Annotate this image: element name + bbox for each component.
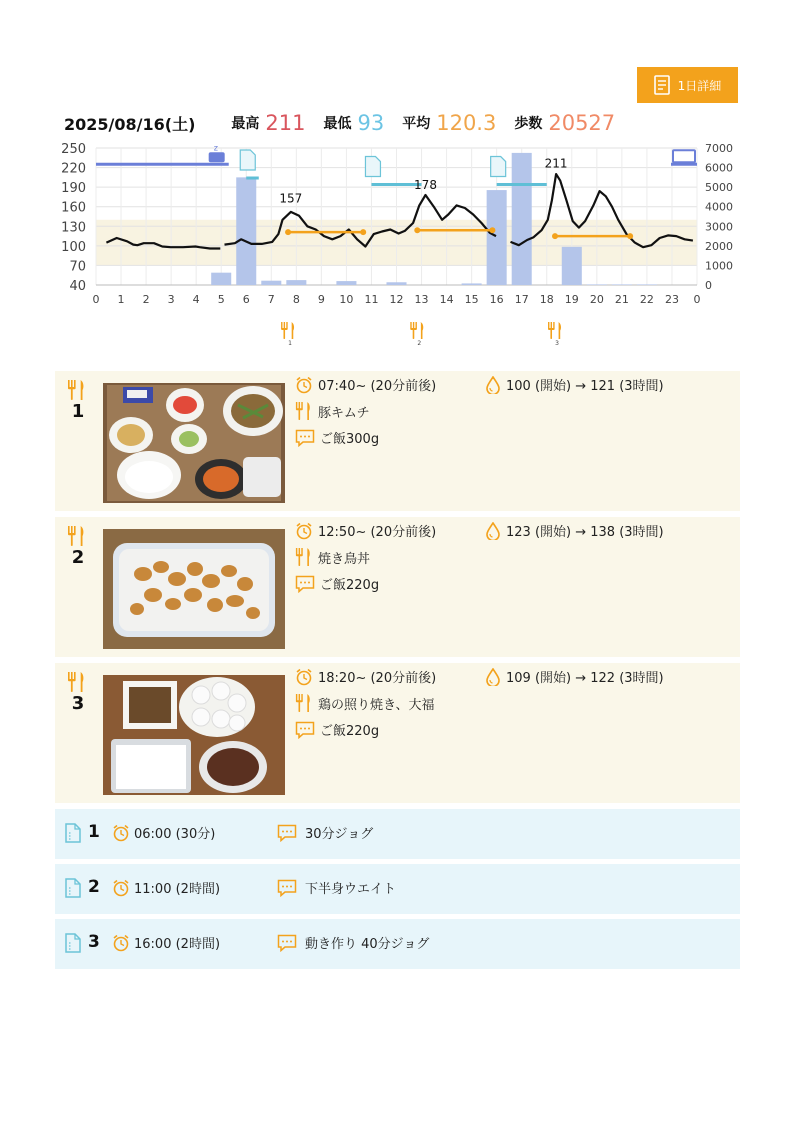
y-left-tick-label: 220 — [61, 161, 86, 177]
avg-label: 平均 — [402, 116, 431, 132]
peak-value-label: 211 — [544, 156, 568, 171]
meal-icon — [295, 693, 313, 713]
meal-marker-label: 1 — [288, 340, 292, 347]
comment-icon — [295, 575, 315, 593]
meal-time — [295, 667, 436, 686]
y-left-tick-label: 250 — [61, 142, 86, 157]
x-tick-label: 23 — [664, 293, 679, 306]
comment-icon — [295, 721, 315, 739]
exercise-time-text: 16:00 (2時間) — [134, 937, 221, 952]
meal-menu — [295, 401, 370, 421]
document-icon — [65, 878, 81, 898]
meal-glucose-text: 100 (開始) → 121 (3時間) — [506, 379, 664, 394]
x-tick-label: 20 — [589, 293, 604, 306]
x-tick-label: 6 — [242, 293, 250, 306]
meal-time-text: 18:20~ (20分前後) — [318, 671, 437, 686]
alarm-clock-icon — [112, 934, 130, 952]
meal-icon — [67, 379, 87, 401]
meal-icon — [67, 525, 87, 547]
meal-memo — [295, 574, 379, 593]
meal-photo[interactable] — [103, 529, 285, 649]
peak-value-label: 178 — [414, 177, 437, 192]
alarm-clock-icon — [295, 668, 313, 686]
y-right-tick-label: 7000 — [705, 142, 733, 155]
document-icon — [491, 157, 506, 177]
steps-bar — [261, 281, 281, 285]
x-tick-label: 11 — [364, 293, 379, 306]
x-tick-label: 10 — [339, 293, 354, 306]
meal-icon — [295, 547, 313, 567]
daily-detail-label: 1日詳細 — [677, 78, 722, 93]
meal-marker-icon — [548, 322, 561, 339]
x-tick-label: 5 — [217, 293, 225, 306]
y-right-tick-label: 5000 — [705, 181, 733, 195]
max-label: 最高 — [231, 116, 260, 132]
alarm-clock-icon — [112, 824, 130, 842]
exercise-number: 2 — [88, 877, 100, 897]
x-tick-label: 19 — [564, 293, 579, 306]
glucose-chart — [0, 138, 800, 358]
y-left-tick-label: 190 — [61, 181, 86, 197]
x-tick-label: 0 — [92, 293, 100, 306]
meal-card-3[interactable] — [55, 663, 740, 803]
document-icon — [65, 933, 81, 953]
x-tick-label: 22 — [639, 293, 654, 306]
meal-glucose — [485, 521, 664, 540]
steps-bar — [512, 153, 532, 285]
exercise-time-text: 11:00 (2時間) — [134, 882, 221, 897]
meal-memo-text: ご飯220g — [320, 578, 380, 593]
y-right-tick-label: 0 — [705, 279, 712, 292]
x-tick-label: 16 — [489, 293, 504, 306]
meal-marker-label: 2 — [417, 340, 422, 347]
exercise-time-text: 06:00 (30分) — [134, 827, 216, 842]
meal-menu-text: 焼き鳥丼 — [318, 551, 371, 567]
meal-menu — [295, 693, 434, 713]
meal-icon — [295, 401, 313, 421]
steps-bar — [236, 177, 256, 285]
peak-value-label: 157 — [279, 191, 303, 206]
x-tick-label: 18 — [539, 293, 554, 306]
y-left-tick-label: 130 — [61, 220, 86, 236]
meal-memo-text: ご飯300g — [320, 432, 380, 447]
sleep-icon: z — [213, 143, 218, 153]
steps-bar — [487, 190, 507, 285]
x-tick-label: 4 — [192, 293, 200, 306]
drop-icon — [485, 522, 501, 540]
meal-memo-text: ご飯220g — [320, 724, 380, 739]
daily-detail-button[interactable] — [637, 67, 738, 103]
comment-icon — [277, 879, 297, 897]
exercise-time — [112, 933, 220, 952]
x-tick-label: 14 — [439, 293, 454, 306]
comment-icon — [277, 824, 297, 842]
steps-bar — [562, 247, 582, 285]
y-left-tick-label: 160 — [61, 200, 86, 216]
max-value: 211 — [265, 111, 306, 135]
meal-glucose-text: 123 (開始) → 138 (3時間) — [506, 525, 664, 540]
steps-value: 20527 — [548, 111, 616, 135]
meal-menu-text: 鶏の照り焼き、大福 — [318, 697, 435, 713]
exercise-time — [112, 823, 215, 842]
meal-marker-icon — [410, 322, 423, 339]
document-icon — [65, 823, 81, 843]
x-tick-label: 3 — [167, 293, 175, 306]
x-tick-label: 9 — [317, 293, 325, 306]
meal-card-2[interactable] — [55, 517, 740, 657]
meal-marker-icon — [281, 322, 294, 339]
meal-menu-text: 豚キムチ — [318, 405, 370, 421]
x-tick-label: 17 — [514, 293, 529, 306]
exercise-row-2[interactable] — [55, 864, 740, 914]
meal-number: 3 — [71, 693, 85, 714]
meal-glucose-text: 109 (開始) → 122 (3時間) — [506, 671, 664, 686]
sleep-icon — [209, 152, 225, 162]
meal-window-end — [627, 233, 633, 239]
meal-memo — [295, 720, 379, 739]
meal-window-start — [552, 233, 558, 239]
x-tick-label: 7 — [267, 293, 275, 306]
meal-icon — [67, 671, 87, 693]
steps-label: 歩数 — [514, 116, 543, 132]
meal-memo — [295, 428, 379, 447]
alarm-clock-icon — [295, 376, 313, 394]
min-value: 93 — [357, 111, 385, 135]
steps-bar — [211, 273, 231, 285]
exercise-row-3[interactable] — [55, 919, 740, 969]
y-right-tick-label: 6000 — [705, 161, 733, 175]
meal-window-end — [489, 227, 495, 233]
exercise-number: 3 — [88, 932, 100, 952]
meal-number: 2 — [71, 547, 85, 568]
y-right-tick-label: 4000 — [705, 200, 733, 214]
exercise-row-1[interactable] — [55, 809, 740, 859]
x-tick-label: 8 — [292, 293, 300, 306]
x-tick-label: 2 — [142, 293, 150, 306]
x-tick-label: 15 — [464, 293, 479, 306]
wake-bed-icon — [673, 150, 695, 162]
meal-number: 1 — [71, 401, 85, 422]
y-left-tick-label: 100 — [61, 239, 86, 255]
drop-icon — [485, 668, 501, 686]
x-tick-label: 21 — [614, 293, 629, 306]
meal-card-1[interactable] — [55, 371, 740, 511]
comment-icon — [295, 429, 315, 447]
steps-bar — [587, 284, 607, 285]
y-right-tick-label: 2000 — [705, 239, 733, 253]
document-icon — [240, 150, 255, 170]
y-left-tick-label: 40 — [69, 279, 86, 294]
report-icon — [654, 75, 670, 95]
meal-window-end — [360, 229, 366, 235]
x-tick-label: 0 — [693, 293, 701, 306]
steps-bar — [386, 282, 406, 285]
exercise-memo — [277, 823, 373, 842]
x-tick-label: 1 — [117, 293, 125, 306]
meal-photo[interactable] — [103, 675, 285, 795]
steps-bar — [336, 281, 356, 285]
exercise-memo-text: 30分ジョグ — [305, 827, 374, 842]
document-icon — [365, 157, 380, 177]
meal-glucose — [485, 375, 664, 394]
steps-bar — [612, 284, 632, 285]
meal-marker-label: 3 — [555, 340, 559, 347]
y-right-tick-label: 1000 — [705, 259, 733, 273]
meal-window-start — [414, 227, 420, 233]
summary-header — [64, 108, 744, 138]
meal-time-text: 07:40~ (20分前後) — [318, 379, 437, 394]
exercise-memo-text: 動き作り 40分ジョグ — [305, 937, 430, 952]
min-label: 最低 — [323, 116, 352, 132]
steps-bar — [637, 284, 657, 285]
comment-icon — [277, 934, 297, 952]
exercise-memo — [277, 878, 396, 897]
alarm-clock-icon — [112, 879, 130, 897]
meal-time — [295, 375, 436, 394]
meal-menu — [295, 547, 370, 567]
meal-photo[interactable] — [103, 383, 285, 503]
avg-value: 120.3 — [436, 111, 497, 135]
meal-window-start — [285, 229, 291, 235]
alarm-clock-icon — [295, 522, 313, 540]
meal-time-text: 12:50~ (20分前後) — [318, 525, 437, 540]
drop-icon — [485, 376, 501, 394]
meal-time — [295, 521, 436, 540]
exercise-time — [112, 878, 220, 897]
meal-glucose — [485, 667, 664, 686]
x-tick-label: 13 — [414, 293, 429, 306]
steps-bar — [462, 283, 482, 285]
steps-bar — [286, 280, 306, 285]
x-tick-label: 12 — [389, 293, 404, 306]
y-left-tick-label: 70 — [69, 259, 86, 275]
exercise-number: 1 — [88, 822, 100, 842]
y-right-tick-label: 3000 — [705, 220, 733, 234]
exercise-memo — [277, 933, 429, 952]
exercise-memo-text: 下半身ウエイト — [305, 882, 397, 897]
date-label: 2025/08/16(土) — [64, 114, 196, 134]
